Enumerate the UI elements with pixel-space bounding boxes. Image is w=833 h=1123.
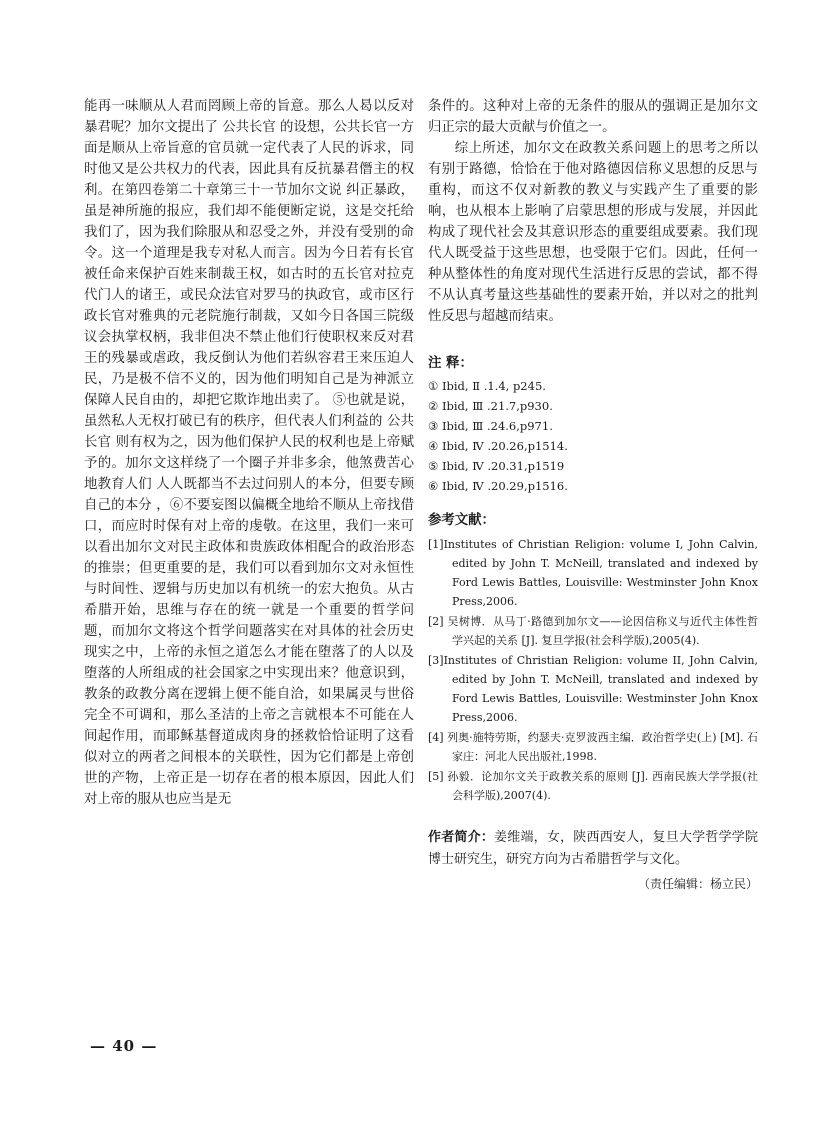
note-item: ⑥ Ibid, Ⅳ .20.29,p1516. [428, 479, 568, 493]
page-number: — 40 — [90, 1037, 158, 1055]
references-heading: 参考文献： [428, 513, 495, 528]
reference-item: [1]Institutes of Christian Religion: volume I, John Calvin, edited by John T. McNeill, translated and indexed by Ford Lewis Battles, Louisville: Westminster John Knox Press,2006. [428, 538, 758, 608]
left-column [84, 96, 414, 810]
author-bio-label: 作者简介： [428, 830, 495, 845]
note-item: ① Ibid, Ⅱ .1.4, p245. [428, 379, 546, 393]
note-item: ④ Ibid, Ⅳ .20.26,p1514. [428, 439, 568, 453]
conclusion-paragraph: 综上所述，加尔文在政教关系问题上的思考之所以有别于路德，恰恰在于他对路德因信称义思想的反思与重构，而这不仅对新教的教义与实践产生了重要的影响，也从根本上影响了启蒙思想的形成与发展，并因此构成了现代社会及其意识形态的重要组成要素。我们现代人既受益于这些思想，也受限于它们。因此，任何一种从整体性的角度对现代生活进行反思的尝试，都不得不从认真考量这些基础性的要素开始，并以对之的批判性反思与超越而结束。 [428, 141, 758, 324]
note-item: ⑤ Ibid, Ⅳ .20.31,p1519 [428, 459, 565, 473]
editor-note: （责任编辑：杨立民） [637, 877, 758, 891]
reference-item: [4] 列奥·施特劳斯，约瑟夫·克罗波西主编．政治哲学史(上) [M]. 石家庄：河北人民出版社,1998. [428, 731, 758, 763]
author-bio [428, 827, 758, 871]
notes-heading: 注 释： [428, 356, 473, 371]
body-paragraph: 条件的。这种对上帝的无条件的服从的强调正是加尔文归正宗的最大贡献与价值之一。 [428, 99, 758, 135]
author-bio-text: 姜维端，女，陕西西安人，复旦大学哲学学院博士研究生，研究方向为古希腊哲学与文化。 [428, 830, 758, 867]
reference-item: [2] 吴树博．从马丁·路德到加尔文——论因信称义与近代主体性哲学兴起的关系 [J]. 复旦学报(社会科学版),2005(4). [428, 615, 758, 647]
right-column [428, 96, 758, 895]
reference-item: [5] 孙毅．论加尔文关于政教关系的原则 [J]. 西南民族大学学报(社会科学版),2007(4). [428, 770, 758, 802]
notes-list [428, 376, 758, 496]
note-item: ② Ibid, Ⅲ .21.7,p930. [428, 399, 553, 413]
note-item: ③ Ibid, Ⅲ .24.6,p971. [428, 419, 553, 433]
reference-item: [3]Institutes of Christian Religion: volume II, John Calvin, edited by John T. McNeill, translated and indexed by Ford Lewis Battles, Louisville: Westminster John Knox Press,2006. [428, 654, 758, 724]
body-paragraph: 能再一味顺从人君而罔顾上帝的旨意。那么人曷以反对暴君呢？加尔文提出了 公共长官 的设想，公共长官一方面是顺从上帝旨意的官员就一定代表了人民的诉求，同时他又是公共权力的代表，因此具有反抗暴君僭主的权利。在第四卷第二十章第三十一节加尔文说 纠正暴政，虽是神所施的报应，我们却不能便断定说，这是交托给我们了，因为我们除服从和忍受之外，并没有受别的命令。这一个道理是我专对私人而言。因为今日若有长官被任命来保护百姓来制裁王权，如古时的五长官对拉克代门人的诸王，或民众法官对罗马的执政官，或市区行政长官对雅典的元老院施行制裁，又如今日各国三院级议会执掌权柄，我非但决不禁止他们行使职权来反对君王的残暴或虐政，我反倒认为他们若纵容君王来压迫人民，乃是极不信不义的，因为他们明知自己是为神派立保障人民自由的，却把它欺诈地出卖了。 ⑤也就是说，虽然私人无权打破已有的秩序，但代表人们利益的 公共长官 则有权为之，因为他们保护人民的权利也是上帝赋予的。加尔文这样绕了一个圈子并非多余，他煞费苦心地教育人们 人人既都当不去过问别人的本分，但要专顾自己的本分 ，⑥不要妄图以偏概全地给不顺从上帝找借口，而应时时保有对上帝的虔敬。在这里，我们一来可以看出加尔文对民主政体和贵族政体相配合的政治形态的推崇；但更重要的是，我们可以看到加尔文对永恒性与时间性、逻辑与历史加以有机统一的宏大抱负。从古希腊开始，思维与存在的统一就是一个重要的哲学问题，而加尔文将这个哲学问题落实在对具体的社会历史现实之中，上帝的永恒之道怎么才能在堕落了的人以及堕落的人所组成的社会国家之中实现出来？他意识到，教条的政教分离在逻辑上便不能自洽，如果属灵与世俗完全不可调和，那么圣洁的上帝之言就根本不可能在人间起作用，而耶稣基督道成肉身的拯救恰恰证明了这看似对立的两者之间根本的关联性，因为它们都是上帝创世的产物，上帝正是一切存在者的根本原因，因此人们对上帝的服从也应当是无 [84, 99, 414, 807]
references-list [428, 535, 758, 805]
